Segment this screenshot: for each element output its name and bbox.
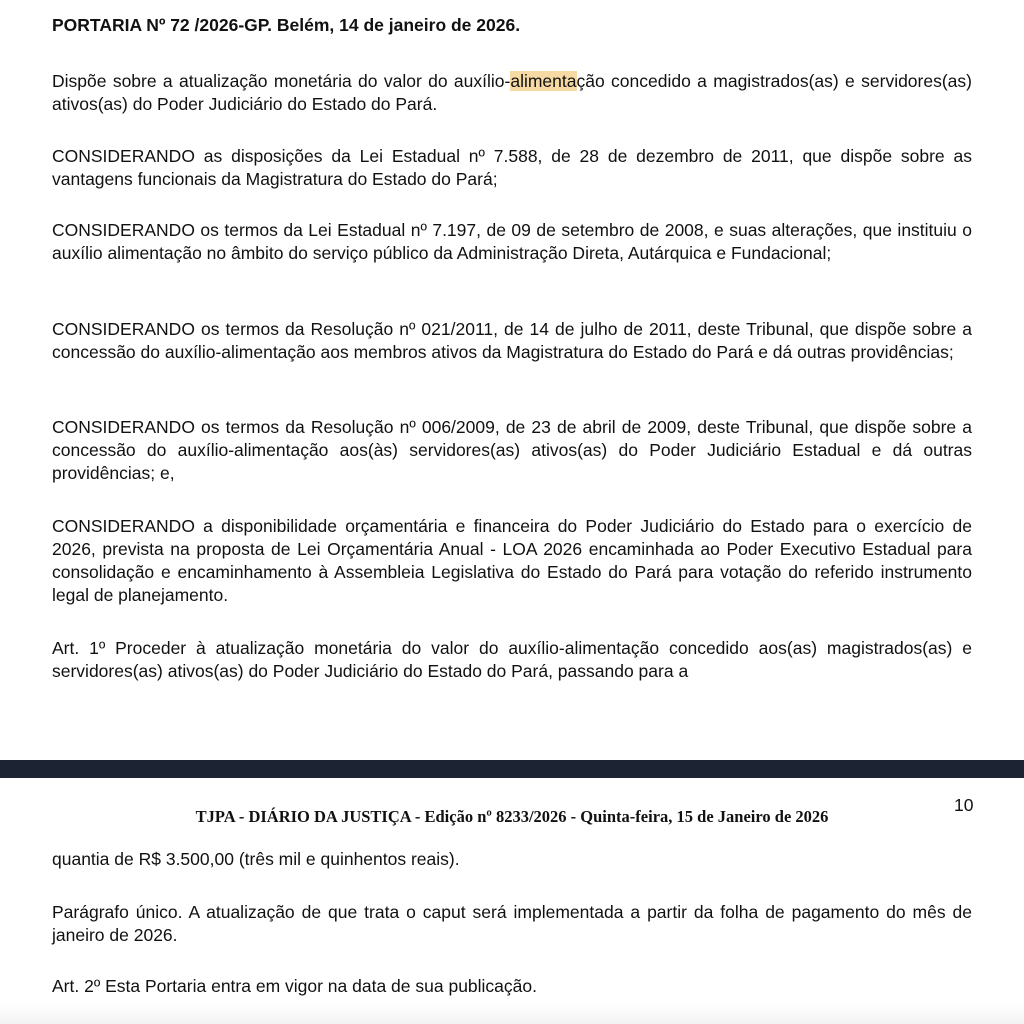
bottom-shadow <box>0 1004 1024 1024</box>
page-number: 10 <box>954 795 974 815</box>
considerando-paragraph-3: CONSIDERANDO os termos da Resolução nº 021/2011, de 14 de julho de 2011, deste Tribunal, que dispõe sobre a concessão do auxílio-alimentação aos membros ativos da Magistratura do Estado do Pará e dá outras providências; <box>52 319 972 362</box>
ementa-text-after: ção concedido a magistrados(as) e servidores(as) ativos(as) do Poder Judiciário do Estado do Pará. <box>52 71 972 114</box>
considerando-paragraph-5: CONSIDERANDO a disponibilidade orçamentária e financeira do Poder Judiciário do Estado para o exercício de 2026, prevista na proposta de Lei Orçamentária Anual - LOA 2026 encaminhada ao Poder Executivo Estadual para consolidação e encaminhamento à Assembleia Legislativa do Estado do Pará para votação do referido instrumento legal de planejamento. <box>52 516 972 605</box>
considerando-paragraph-2: CONSIDERANDO os termos da Lei Estadual nº 7.197, de 09 de setembro de 2008, e suas alterações, que instituiu o auxílio alimentação no âmbito do serviço público da Administração Direta, Autárquica e Fundacional; <box>52 220 972 263</box>
journal-header: TJPA - DIÁRIO DA JUSTIÇA - Edição nº 8233/2026 - Quinta-feira, 15 de Janeiro de 2026 <box>195 807 829 826</box>
paragrafo-unico: Parágrafo único. A atualização de que trata o caput será implementada a partir da folha de pagamento do mês de janeiro de 2026. <box>52 902 972 945</box>
ementa-paragraph <box>52 70 972 116</box>
ementa-text-before: Dispõe sobre a atualização monetária do valor do auxílio- <box>52 71 511 91</box>
portaria-title: PORTARIA Nº 72 /2026-GP. Belém, 14 de janeiro de 2026. <box>52 15 521 35</box>
article-2-paragraph: Art. 2º Esta Portaria entra em vigor na data de sua publicação. <box>52 976 537 996</box>
considerando-paragraph-1: CONSIDERANDO as disposições da Lei Estadual nº 7.588, de 28 de dezembro de 2011, que dispõe sobre as vantagens funcionais da Magistratura do Estado do Pará; <box>52 146 972 189</box>
search-highlight: alimenta <box>510 71 577 91</box>
page-break-separator <box>0 760 1024 778</box>
article-1-paragraph: Art. 1º Proceder à atualização monetária do valor do auxílio-alimentação concedido aos(as) magistrados(as) e servidores(as) ativos(as) do Poder Judiciário do Estado do Pará, passando para a <box>52 638 972 681</box>
article-1-continuation: quantia de R$ 3.500,00 (três mil e quinhentos reais). <box>52 849 460 869</box>
considerando-paragraph-4: CONSIDERANDO os termos da Resolução nº 006/2009, de 23 de abril de 2009, deste Tribunal, que dispõe sobre a concessão do auxílio-alimentação aos(às) servidores(as) ativos(as) do Poder Judiciário Estadual e dá outras providências; e, <box>52 417 972 483</box>
